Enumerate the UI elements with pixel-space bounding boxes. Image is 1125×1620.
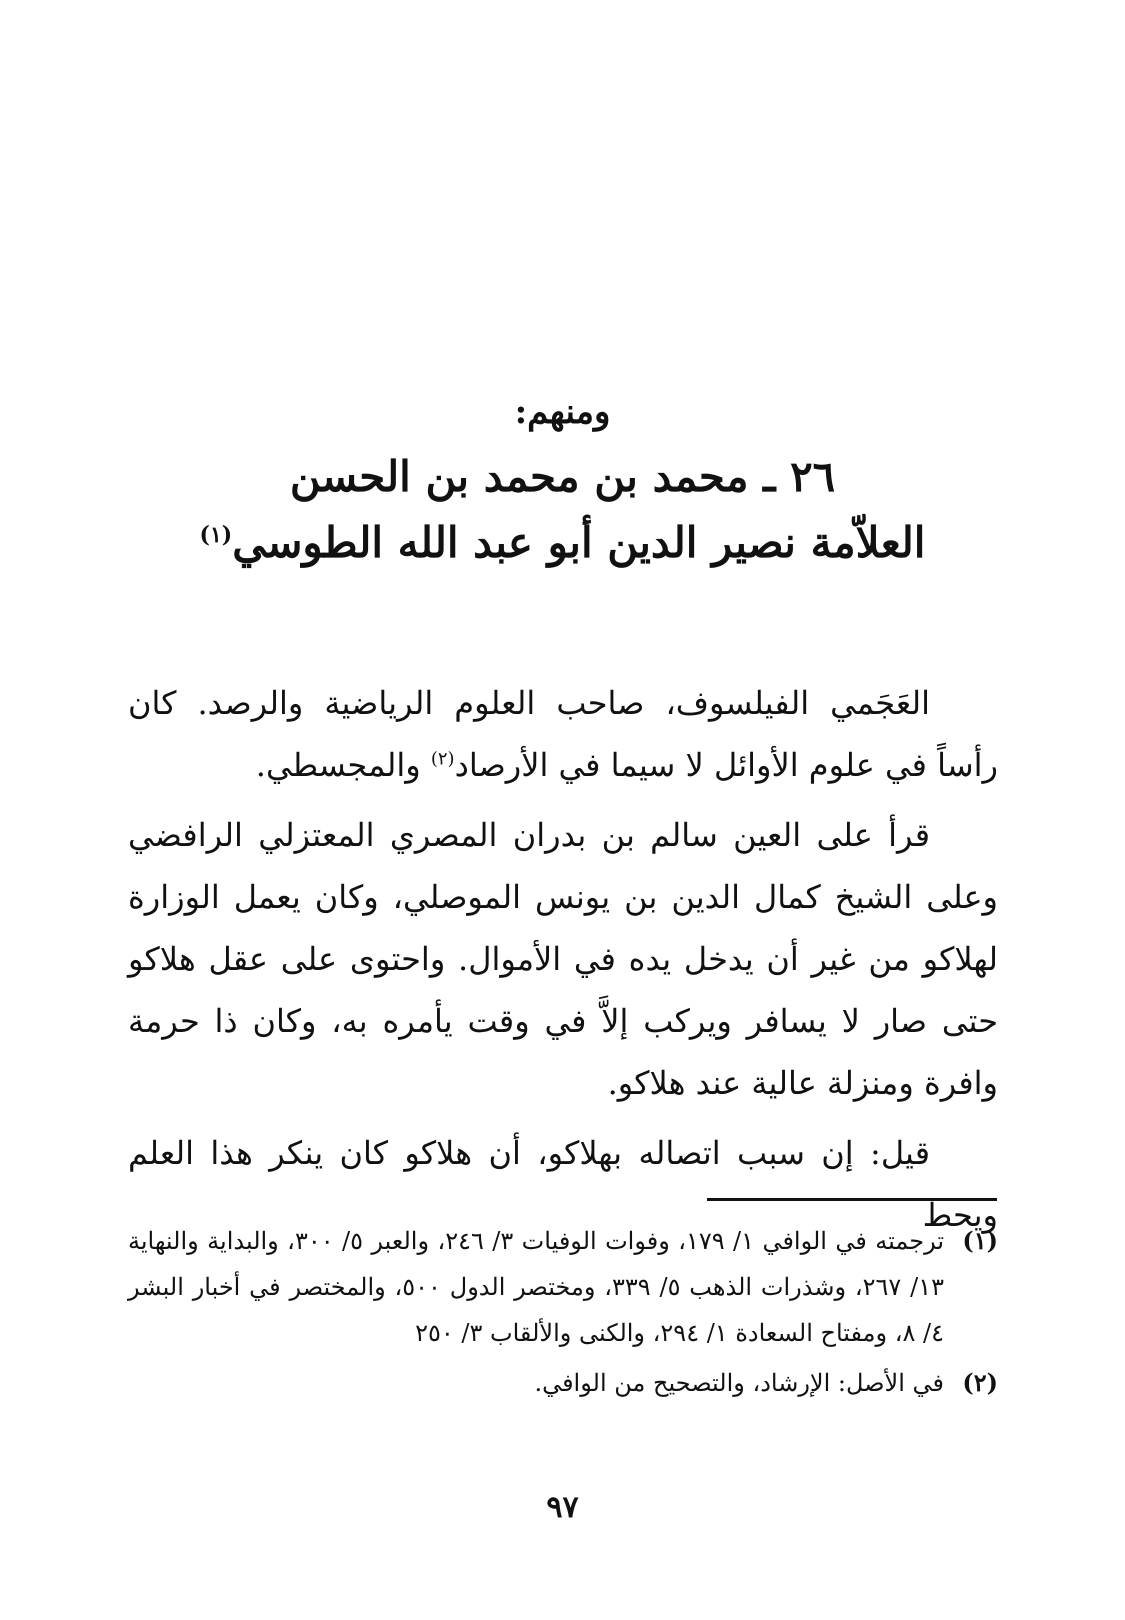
- paragraph-2: قرأ على العين سالم بن بدران المصري المعتزلي الرافضي وعلى الشيخ كمال الدين بن يونس الموصلي، وكان يعمل الوزارة لهلاكو من غير أن يدخل يده في الأموال. واحتوى على عقل هلاكو حتى صار لا يسافر ويركب إلاَّ في وقت يأمره به، وكان ذا حرمة وافرة ومنزلة عالية عند هلاكو.: [128, 816, 998, 1102]
- entry-subtitle-text: العلاّمة نصير الدين أبو عبد الله الطوسي: [232, 518, 926, 567]
- footnote-text: ترجمته في الوافي ١/ ١٧٩، وفوات الوفيات ٣/ ٢٤٦، والعبر ٥/ ٣٠٠، والبداية والنهاية ١٣/ ٢٦٧، وشذرات الذهب ٥/ ٣٣٩، ومختصر الدول ٥٠٠، والمختصر في أخبار البشر ٤/ ٨، ومفتاح السعادة ١/ ٢٩٤، والكنى والألقاب ٣/ ٢٥٠: [128, 1227, 945, 1347]
- footnote-separator: [707, 1198, 997, 1201]
- entry-subtitle: [0, 518, 1125, 567]
- footnote-1: [128, 1218, 998, 1356]
- main-text: [128, 672, 998, 1254]
- footnote-ref-1: (١): [199, 522, 233, 548]
- paragraph-1-text-a: العَجَمي الفيلسوف، صاحب العلوم الرياضية والرصد. كان رأساً في علوم الأوائل لا سيما في الأرصاد: [128, 684, 998, 784]
- footnote-text: في الأصل: الإرشاد، والتصحيح من الوافي.: [534, 1369, 944, 1397]
- footnote-number: (٢): [962, 1368, 998, 1397]
- page-number: ٩٧: [546, 1490, 579, 1525]
- footnote-2: [128, 1360, 998, 1406]
- paragraph-1: [128, 672, 998, 796]
- footnotes: [128, 1218, 998, 1410]
- paragraph-1-text-b: والمجسطي.: [255, 746, 431, 784]
- entry-title: ٢٦ ـ محمد بن محمد بن الحسن: [289, 452, 836, 501]
- paragraph-3: قيل: إن سبب اتصاله بهلاكو، أن هلاكو كان ينكر هذا العلم ويحط: [128, 1134, 998, 1234]
- section-pretitle: ومنهم:: [514, 392, 611, 432]
- footnote-ref-2: (٢): [430, 748, 455, 770]
- footnote-number: (١): [962, 1226, 998, 1255]
